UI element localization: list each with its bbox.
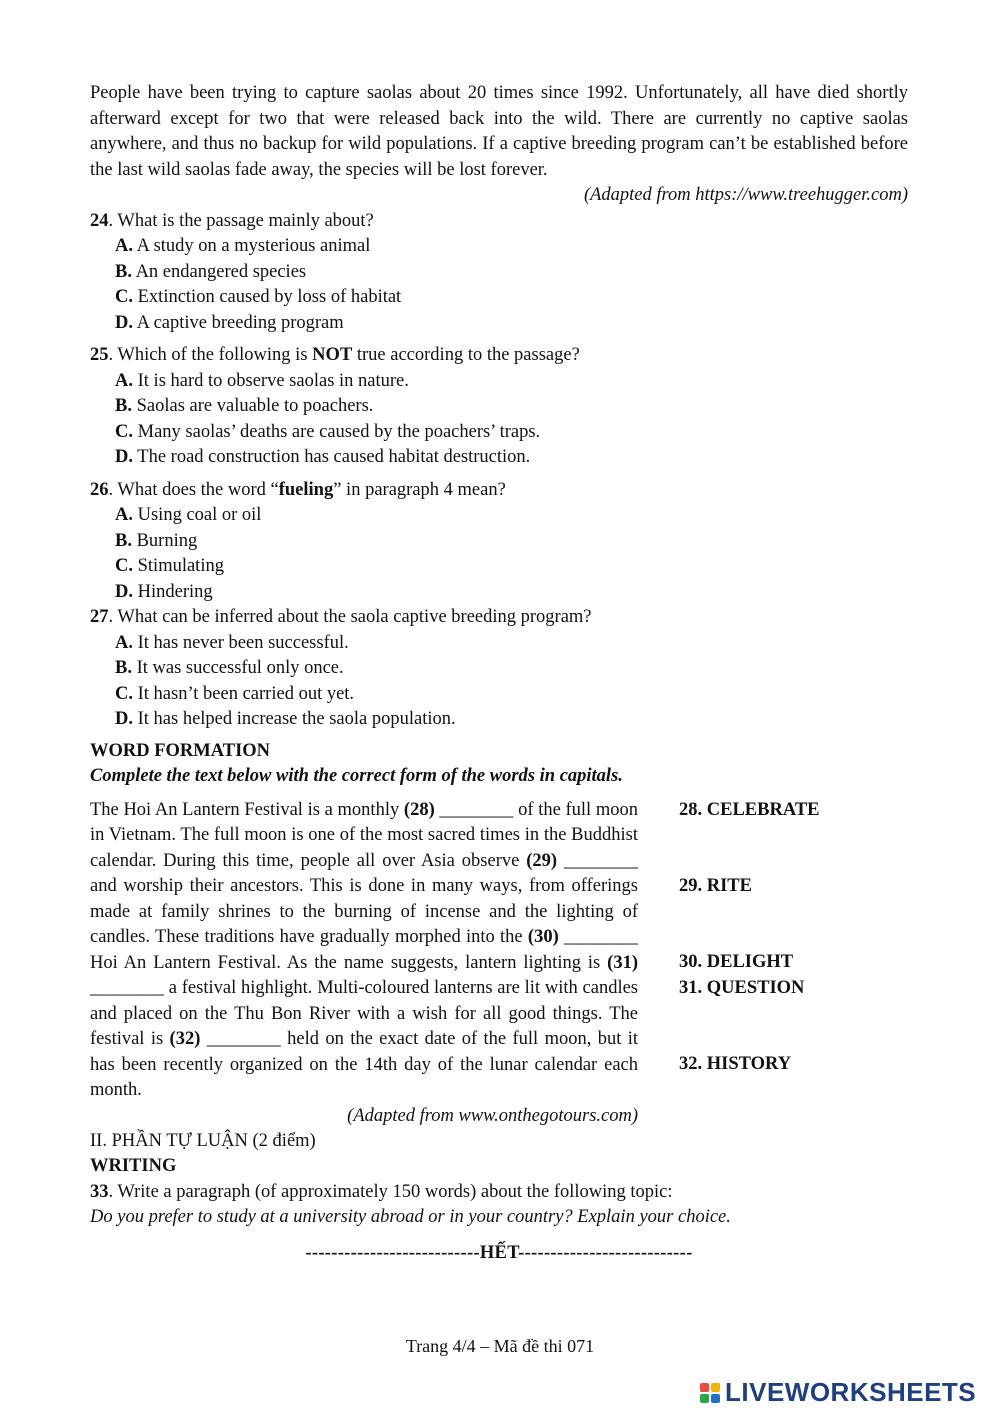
option-d: D. It has helped increase the saola population. [115, 709, 456, 729]
gap-28[interactable]: (28) [403, 799, 435, 820]
key-word-31: 31. QUESTION [679, 977, 805, 998]
question-24 [90, 209, 908, 337]
option-b: B. Saolas are valuable to poachers. [115, 396, 374, 416]
liveworksheets-logo[interactable] [700, 1378, 976, 1408]
option-c: C. Extinction caused by loss of habitat [115, 287, 402, 307]
option-a: A. It has never been successful. [115, 632, 349, 653]
word-formation-text: The Hoi An Lantern Festival is a monthly (28) ________ of the full moon in Vietnam. The full moon is one of the most sacred times in the Buddhist calendar. During this time, people all over Asia observe (29) ________ and worship their ancestors. This is done in many ways, from offerings made at family shrines to the burning of incense and the lighting of candles. These traditions have gradually morphed into the (30) ________ Hoi An Lantern Festival. As the name suggests, lantern lighting is (31) ________ a festival highlight. Multi-coloured lanterns are lit with candles and placed on the Thu Bon River with a wish for all good things. The festival is (32) ________ held on the exact date of the full moon, but it has been recently organized on the 14th day of the lunar calendar each month. (Adapted from www.onthegotours.com) [90, 798, 638, 1130]
writing-title: WRITING [90, 1156, 177, 1176]
option-a: A. A study on a mysterious animal [115, 236, 371, 256]
option-d: D. A captive breeding program [115, 312, 344, 333]
option-a: A. Using coal or oil [115, 505, 262, 525]
writing-topic: Do you prefer to study at a university abroad or in your country? Explain your choice. [90, 1207, 731, 1227]
page-footer: Trang 4/4 – Mã đề thi 071 [405, 1336, 595, 1356]
gap-29[interactable]: (29) [526, 850, 558, 871]
word-formation-block [90, 798, 908, 1129]
question-stem: 27. What can be inferred about the saola captive breeding program? [90, 607, 592, 627]
gap-30[interactable]: (30) [527, 927, 559, 947]
key-word-28: 28. CELEBRATE [679, 799, 820, 820]
logo-text: LIVEWORKSHEETS [725, 1377, 977, 1408]
word-formation-instruction: Complete the text below with the correct form of the words in capitals. [90, 766, 623, 786]
passage-source: (Adapted from https://www.treehugger.com) [583, 185, 908, 205]
option-d: D. The road construction has caused habitat destruction. [115, 447, 531, 467]
option-b: B. An endangered species [115, 261, 307, 282]
option-c: C. Many saolas’ deaths are caused by the poachers’ traps. [115, 421, 541, 442]
option-b: B. Burning [115, 530, 198, 551]
end-mark: ---------------------------HẾT--------------------------- [305, 1242, 693, 1263]
word-formation-source: (Adapted from www.onthegotours.com) [347, 1105, 638, 1126]
key-word-30: 30. DELIGHT [679, 951, 794, 972]
word-formation-title: WORD FORMATION [90, 740, 271, 761]
question-27 [90, 605, 908, 733]
option-a: A. It is hard to observe saolas in nature. [115, 370, 409, 391]
key-word-29: 29. RITE [679, 875, 752, 896]
gap-32[interactable]: (32) [169, 1029, 201, 1049]
question-stem: 25. Which of the following is NOT true according to the passage? [90, 345, 580, 365]
question-26 [90, 478, 908, 606]
question-stem: 24. What is the passage mainly about? [90, 210, 374, 231]
passage-paragraph: People have been trying to capture saolas about 20 times since 1992. Unfortunately, all have died shortly afterward except for two that were released back into the wild. There are currently no captive saolas anywhere, and thus no backup for wild populations. If a captive breeding program can’t be established before the last wild saolas fade away, the species will be lost forever. [90, 83, 908, 180]
exam-page [90, 81, 908, 1266]
option-c: C. Stimulating [115, 556, 224, 576]
option-c: C. It hasn’t been carried out yet. [115, 683, 355, 704]
question-stem: 26. What does the word “fueling” in paragraph 4 mean? [90, 479, 506, 500]
part-two-heading: II. PHẦN TỰ LUẬN (2 điểm) [90, 1130, 316, 1151]
liveworksheets-logo-icon [700, 1383, 720, 1403]
gap-31[interactable]: (31) [607, 952, 638, 973]
question-25 [90, 343, 908, 471]
question-33: 33. Write a paragraph (of approximately 150 words) about the following topic: [90, 1181, 673, 1202]
option-b: B. It was successful only once. [115, 658, 344, 678]
key-word-32: 32. HISTORY [679, 1053, 792, 1074]
option-d: D. Hindering [115, 581, 213, 602]
